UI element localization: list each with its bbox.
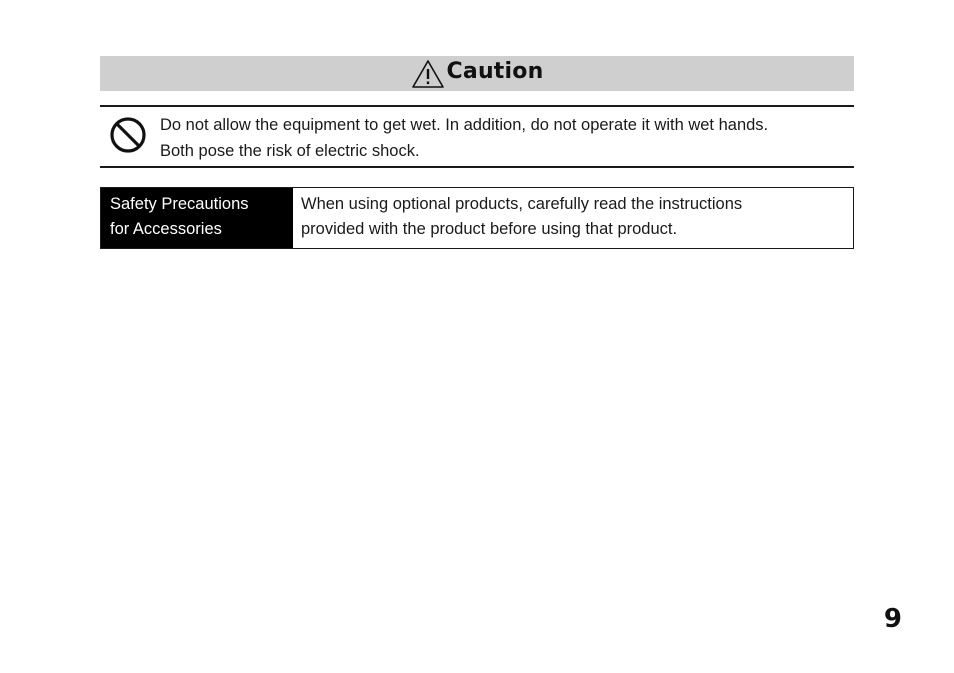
accessory-heading-line-1: Safety Precautions	[110, 195, 249, 213]
accessory-heading-line-2: for Accessories	[110, 220, 222, 238]
caution-header	[100, 56, 854, 91]
caution-title: Caution	[446, 59, 544, 84]
caution-text-line-1: Do not allow the equipment to get wet. In addition, do not operate it with wet hands.	[160, 116, 769, 134]
accessory-safety-table	[100, 187, 854, 249]
accessory-table-heading	[101, 188, 293, 248]
accessory-table-text	[293, 188, 853, 248]
accessory-text-line-1: When using optional products, carefully read the instructions	[301, 195, 743, 213]
page-number: 9	[883, 604, 902, 634]
caution-text	[160, 112, 850, 164]
caution-text-line-2: Both pose the risk of electric shock.	[160, 142, 420, 160]
accessory-text-line-2: provided with the product before using that product.	[301, 220, 678, 238]
warning-triangle-icon	[411, 59, 445, 89]
caution-item	[100, 105, 854, 168]
prohibition-icon	[109, 116, 147, 154]
